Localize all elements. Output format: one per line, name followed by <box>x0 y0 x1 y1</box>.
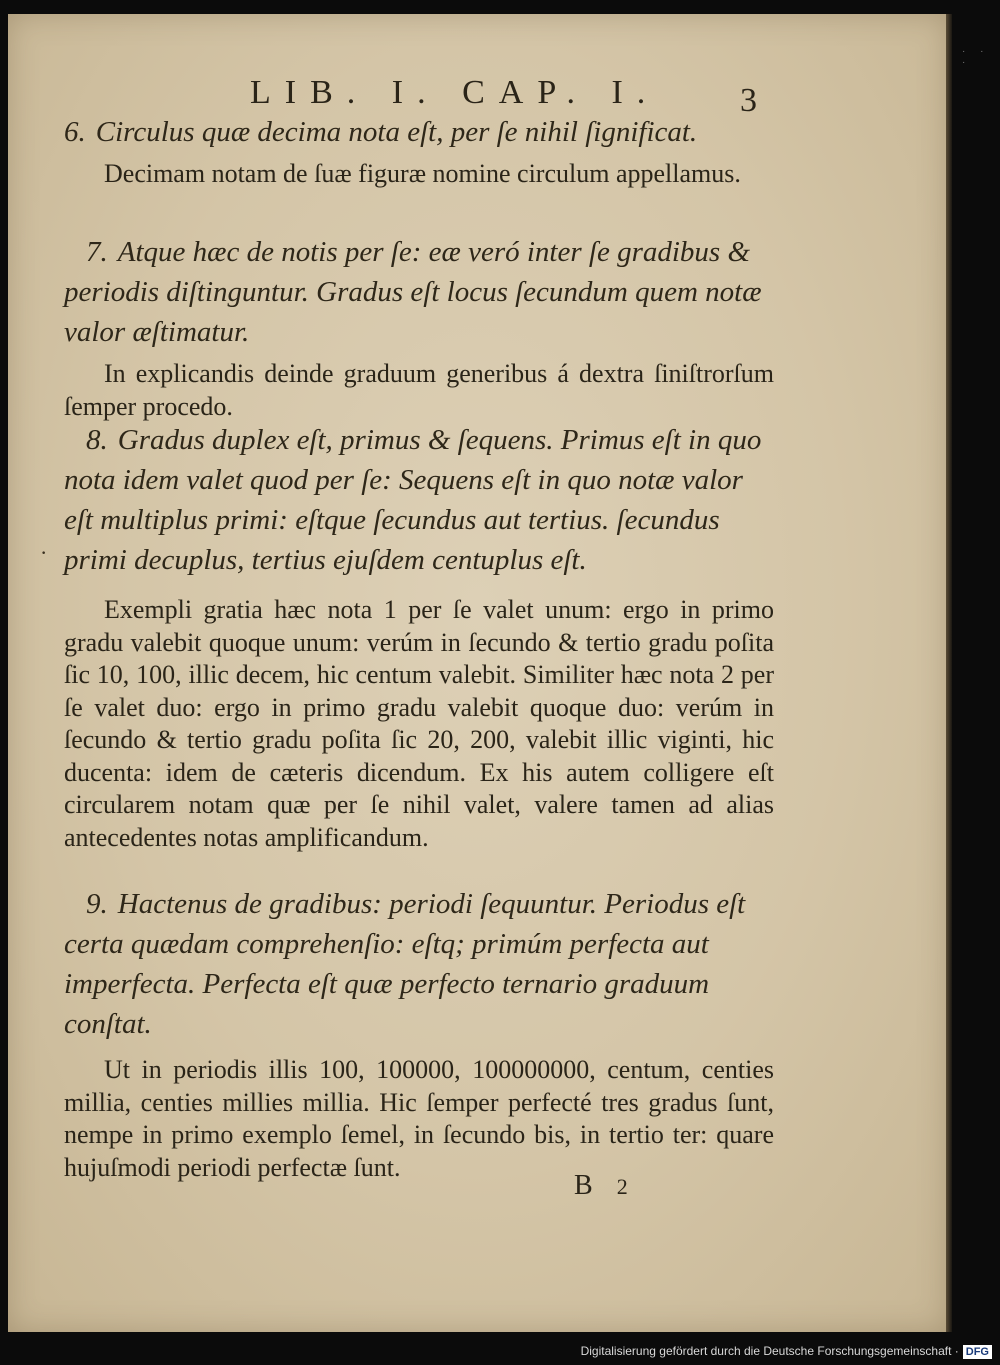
page-number: 3 <box>740 82 757 119</box>
rule-text <box>64 232 774 352</box>
margin-mark: · <box>40 540 48 565</box>
commentary-text: Decimam notam de ſuæ figuræ nomine circulum appellamus. <box>104 159 741 188</box>
running-head: LIB. I. CAP. I. <box>250 74 660 111</box>
section-number: 9. <box>86 888 108 920</box>
section-8 <box>64 420 774 854</box>
section-number: 7. <box>86 236 108 268</box>
page-edge <box>946 14 952 1332</box>
rule-statement: Hactenus de gradibus: periodi ſequuntur. Periodus eſt certa quædam comprehenſio: eſtq; primúm perfecta aut imperfecta. Perfecta eſt quæ perfecto ternario graduum conſtat. <box>64 888 746 1040</box>
rule-statement: Gradus duplex eſt, primus & ſequens. Primus eſt in quo nota idem valet quod per ſe: Sequens eſt in quo notæ valor eſt multiplus primi: eſtque ſecundus aut tertius. ſecundus primi decuplus, tertius ejuſdem centuplus eſt. <box>64 424 762 576</box>
section-9 <box>64 884 774 1184</box>
footer-text: Digitalisierung gefördert durch die Deutsche Forschungsgemeinschaft · <box>580 1344 959 1358</box>
signature-mark <box>574 1170 628 1202</box>
section-number: 8. <box>86 424 108 456</box>
section-number: 6. <box>64 116 86 148</box>
commentary-text: Ut in periodis illis 100, 100000, 100000000, centum, centies millia, centies millies millia. Hic ſemper perfecté tres gradus ſunt, nempe in primo exemplo ſemel, in ſecundo bis, in tertio ter: quare hujuſmodi periodi perfectæ ſunt. <box>64 1055 774 1182</box>
rule-text <box>64 884 774 1044</box>
rule-statement: Atque hæc de notis per ſe: eæ veró inter ſe gradibus & periodis diſtinguntur. Gradus eſt locus ſecundum quem notæ valor æſtimatur. <box>64 236 762 348</box>
scan-ticks: · · · <box>962 46 990 68</box>
commentary-text: Exempli gratia hæc nota 1 per ſe valet unum: ergo in primo gradu valebit quoque unum: verúm in ſecundo & tertio gradu poſita ſic 10, 100, illic decem, hic centum valebit. Similiter hæc nota 2 per ſe valet duo: ergo in primo gradu valebit quoque duo: verúm in ſecundo & tertio gradu poſita ſic 20, 200, valebit illic viginti, hic ducenta: idem de cæteris dicendum. Ex his autem colligere eſt circularem notam quæ per ſe nihil valet, valere tamen ad alias antecedentes notas amplificandum. <box>64 595 774 852</box>
rule-text <box>64 420 774 580</box>
signature-number: 2 <box>616 1174 628 1199</box>
digitization-footer <box>581 1344 992 1359</box>
signature-letter: B <box>574 1170 593 1201</box>
rule-text <box>64 112 774 152</box>
section-7 <box>64 232 774 423</box>
commentary-text: In explicandis deinde graduum generibus á dextra ſiniſtrorſum ſemper procedo. <box>64 359 774 421</box>
section-6 <box>64 112 774 191</box>
dfg-logo-icon: DFG <box>963 1345 992 1359</box>
rule-statement: Circulus quæ decima nota eſt, per ſe nihil ſignificat. <box>95 116 698 148</box>
